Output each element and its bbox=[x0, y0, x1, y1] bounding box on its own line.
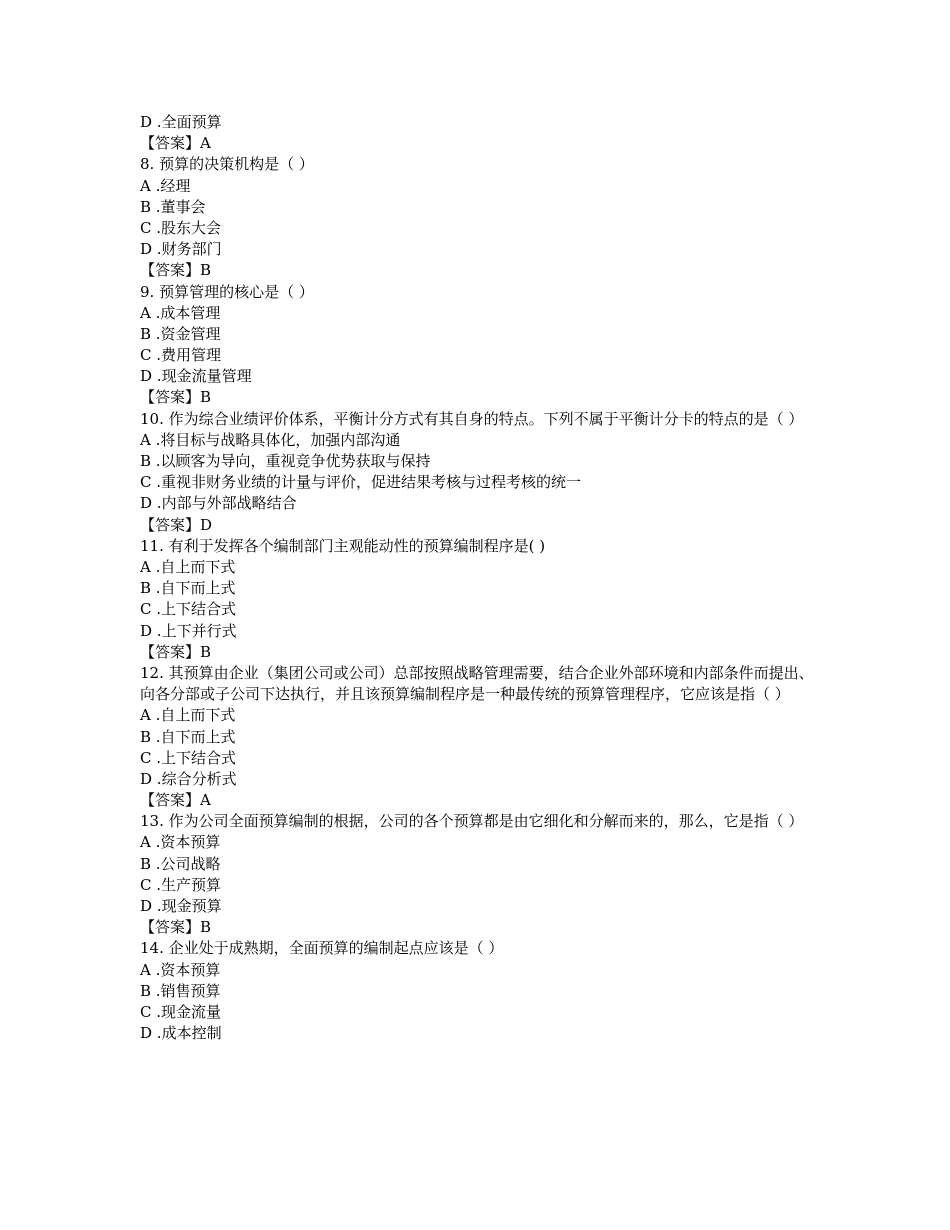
option-line: C .上下结合式 bbox=[140, 600, 237, 619]
option-line: A .自上而下式 bbox=[140, 706, 236, 725]
option-line: B .自下而上式 bbox=[140, 727, 236, 746]
option-line: D .综合分析式 bbox=[140, 769, 237, 788]
option-line: A .将目标与战略具体化，加强内部沟通 bbox=[140, 430, 401, 449]
question-stem: 14. 企业处于成熟期，全面预算的编制起点应该是（ ） bbox=[140, 939, 504, 958]
option-line: D .全面预算 bbox=[140, 113, 222, 131]
option-line: C .重视非财务业绩的计量与评价，促进结果考核与过程考核的统一 bbox=[140, 473, 582, 492]
answer-line: 【答案】B bbox=[140, 642, 212, 661]
option-line: B .销售预算 bbox=[140, 981, 221, 1000]
option-line: D .内部与外部战略结合 bbox=[140, 494, 297, 513]
option-line: C .上下结合式 bbox=[140, 748, 237, 767]
option-line: C .现金流量 bbox=[140, 1003, 222, 1021]
question-stem: 8. 预算的决策机构是（ ） bbox=[140, 155, 314, 174]
question-stem: 9. 预算管理的核心是（ ） bbox=[140, 282, 314, 301]
question-stem: 13. 作为公司全面预算编制的根据，公司的各个预算都是由它细化和分解而来的，那么，它是指（ ） bbox=[140, 812, 804, 831]
option-line: A .经理 bbox=[140, 176, 191, 195]
option-line: C .生产预算 bbox=[140, 875, 222, 894]
option-line: A .成本管理 bbox=[140, 303, 221, 322]
answer-line: 【答案】B bbox=[140, 388, 212, 407]
option-line: D .现金流量管理 bbox=[140, 367, 252, 386]
option-line: A .资本预算 bbox=[140, 960, 221, 979]
answer-line: 【答案】A bbox=[140, 791, 211, 810]
answer-line: 【答案】A bbox=[140, 134, 211, 153]
answer-line: 【答案】D bbox=[140, 515, 213, 534]
option-line: C .费用管理 bbox=[140, 346, 222, 365]
option-line: C .股东大会 bbox=[140, 218, 222, 237]
option-line: D .成本控制 bbox=[140, 1024, 222, 1043]
option-line: A .自上而下式 bbox=[140, 558, 236, 576]
option-line: B .公司战略 bbox=[140, 854, 221, 873]
answer-line: 【答案】B bbox=[140, 918, 212, 937]
option-line: D .上下并行式 bbox=[140, 621, 237, 640]
option-line: A .资本预算 bbox=[140, 833, 221, 852]
option-line: B .董事会 bbox=[140, 197, 206, 216]
option-line: D .财务部门 bbox=[140, 240, 222, 259]
answer-line: 【答案】B bbox=[140, 261, 212, 280]
question-stem: 12. 其预算由企业（集团公司或公司）总部按照战略管理需要，结合企业外部环境和内部条件而提出、向各分部或子公司下达执行，并且该预算编制程序是一种最传统的预算管理程序，它应该是指（ ） bbox=[140, 663, 814, 704]
question-stem: 11. 有利于发挥各个编制部门主观能动性的预算编制程序是( ) bbox=[140, 536, 546, 555]
option-line: B .以顾客为导向，重视竞争优势获取与保持 bbox=[140, 452, 431, 471]
option-line: D .现金预算 bbox=[140, 897, 222, 916]
option-line: B .资金管理 bbox=[140, 324, 221, 343]
option-line: B .自下而上式 bbox=[140, 579, 236, 598]
document-page bbox=[140, 112, 820, 1044]
question-stem: 10. 作为综合业绩评价体系，平衡计分方式有其自身的特点。下列不属于平衡计分卡的特点的是（ ） bbox=[140, 409, 804, 428]
